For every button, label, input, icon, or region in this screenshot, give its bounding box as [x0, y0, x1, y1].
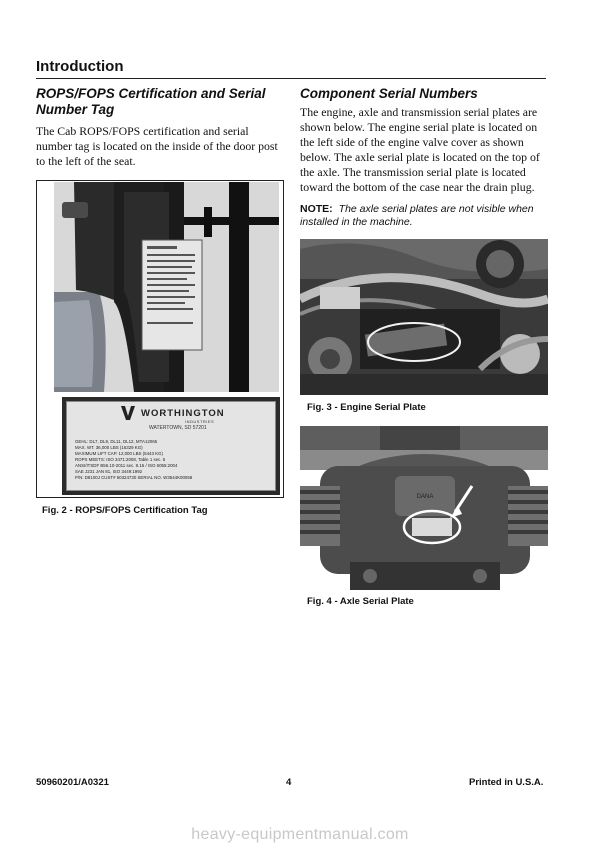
axle-photo — [300, 426, 548, 590]
door-post-photo — [54, 182, 279, 392]
fig3-caption: Fig. 3 - Engine Serial Plate — [307, 402, 426, 413]
footer-page-number: 4 — [286, 777, 292, 788]
left-column — [36, 86, 286, 169]
tag-logo — [121, 406, 225, 420]
footer-printed: Printed in U.S.A. — [469, 777, 544, 788]
tag-lines — [75, 439, 192, 481]
rops-tag-plate — [66, 401, 276, 491]
door-post-illustration — [54, 182, 279, 392]
tag-line: ROPS MEETS: ISO 3471:2008, Table 1 sec. 5 — [75, 457, 166, 462]
note — [300, 203, 548, 229]
watermark: heavy-equipmentmanual.com — [191, 826, 409, 843]
tag-line: GEHL: DL7, DL9, DL11, DL12, MTA12065 — [75, 439, 158, 444]
tag-brand: WORTHINGTON — [141, 407, 225, 419]
tag-line: SAE J231 JAN 81, ISO 3449:1992 — [75, 469, 143, 474]
tag-line: P/N: D8100J CUST# 50324730 SERIAL NO. W3544K00058 — [75, 475, 193, 480]
axle-illustration — [300, 426, 548, 590]
header-rule — [36, 78, 546, 79]
axle-brand-text: DANA — [416, 494, 434, 500]
tag-location: WATERTOWN, SD 57201 — [149, 425, 207, 431]
component-heading: Component Serial Numbers — [300, 86, 478, 101]
component-body: The engine, axle and transmission serial plates are shown below. The engine serial plate is located on the left side of the engine valve cover as shown below. The axle serial plate is located on the top of the axle. The transmission serial plate is located toward the bottom of the case near the drain plug. — [300, 105, 540, 194]
section-title: Introduction — [36, 58, 124, 75]
tag-brand-sub: INDUSTRIES — [185, 419, 215, 424]
fig2-caption: Fig. 2 - ROPS/FOPS Certification Tag — [42, 505, 208, 516]
engine-illustration — [300, 239, 548, 395]
footer-doc-number: 50960201/A0321 — [36, 777, 109, 788]
fig4-caption: Fig. 4 - Axle Serial Plate — [307, 596, 414, 607]
rops-tag-inset — [62, 397, 280, 495]
engine-photo — [300, 239, 548, 395]
worthington-logo-icon — [121, 406, 139, 420]
rops-body: The Cab ROPS/FOPS certification and serial number tag is located on the inside of the door post to the left of the seat. — [36, 124, 278, 168]
note-text: The axle serial plates are not visible when installed in the machine. — [300, 203, 534, 228]
right-column — [300, 86, 548, 229]
rops-heading: ROPS/FOPS Certification and Serial Number Tag — [36, 86, 266, 117]
tag-line: MAX. WT. 36,000 LBS (16329 KG) — [75, 445, 143, 450]
figure-2-frame — [36, 180, 284, 498]
tag-line: MAXIMUM LIFT CAP. 12,000 LBS (5443 KG) — [75, 451, 163, 456]
note-label: NOTE: — [300, 203, 333, 215]
tag-line: ANSI/ITSDF B56.10-2011 sec. 8.16 / ISO 6055:2004 — [75, 463, 178, 468]
